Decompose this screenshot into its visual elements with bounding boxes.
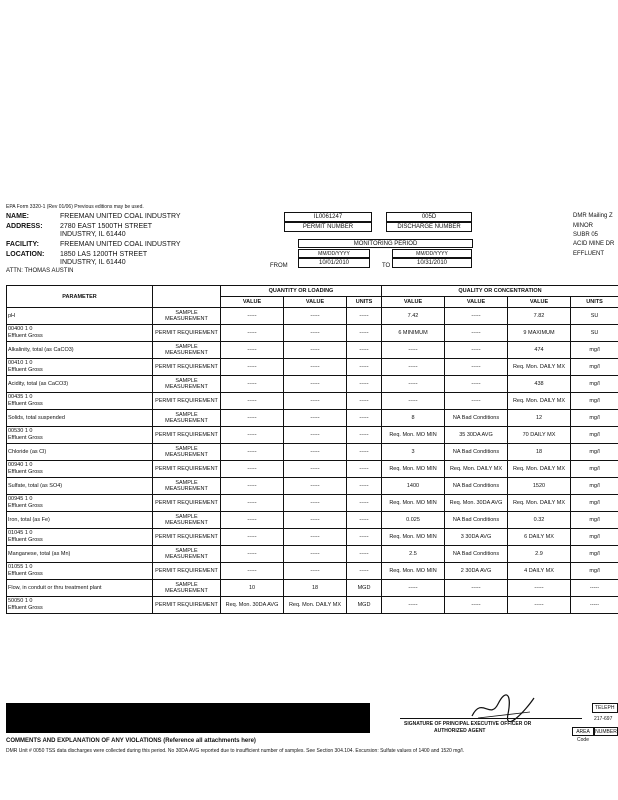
value-cell: -----	[571, 580, 618, 597]
value-cell: -----	[221, 546, 284, 563]
telephone-value: 217-697	[594, 716, 613, 722]
value-cell: NA Bad Conditions	[445, 512, 508, 529]
parameter-name: Iron, total (as Fe)	[7, 512, 153, 529]
permit-row	[7, 495, 618, 512]
permit-row	[7, 563, 618, 580]
sample-measurement-label: SAMPLE MEASUREMENT	[153, 444, 221, 461]
parameter-location: Effluent Gross	[8, 469, 43, 475]
value-cell: mg/l	[571, 461, 618, 478]
value-cell: NA Bad Conditions	[445, 410, 508, 427]
sample-row	[7, 410, 618, 427]
value-cell: Req. Mon. DAILY MX	[508, 359, 571, 376]
subr-label: SUBR 05	[573, 232, 599, 238]
effluent-label: EFFLUENT	[573, 251, 605, 257]
value-cell: -----	[284, 393, 347, 410]
value-cell: Req. Mon. 30DA AVG	[221, 597, 284, 614]
quality-units-header: UNITS	[571, 297, 618, 308]
quality-value-header: VALUE	[445, 297, 508, 308]
value-cell: -----	[347, 393, 382, 410]
sample-measurement-label: SAMPLE MEASUREMENT	[153, 580, 221, 597]
number-label: NUMBER	[595, 729, 617, 735]
value-cell: 0.025	[382, 512, 445, 529]
value-cell: -----	[347, 461, 382, 478]
value-cell: -----	[221, 376, 284, 393]
parameter-code-number: 01045 1 0	[8, 530, 33, 536]
permit-number-value: IL0061247	[284, 212, 372, 222]
value-cell: 6 MINIMUM	[382, 325, 445, 342]
value-cell: mg/l	[571, 342, 618, 359]
parameter-code	[7, 393, 153, 410]
sample-row	[7, 376, 618, 393]
value-cell: mg/l	[571, 393, 618, 410]
sample-measurement-label: SAMPLE MEASUREMENT	[153, 410, 221, 427]
acid-mine-label: ACID MINE DR	[573, 241, 615, 247]
parameter-code	[7, 563, 153, 580]
parameter-code	[7, 427, 153, 444]
location-label: LOCATION:	[6, 251, 45, 258]
parameter-name: Flow, in conduit or thru treatment plant	[7, 580, 153, 597]
parameter-location: Effluent Gross	[8, 537, 43, 543]
permit-row	[7, 325, 618, 342]
value-cell: -----	[221, 359, 284, 376]
value-cell: 7.42	[382, 308, 445, 325]
value-cell: SU	[571, 325, 618, 342]
from-format: MM/DD/YYYY	[298, 249, 370, 258]
quantity-units-header: UNITS	[347, 297, 382, 308]
value-cell: -----	[284, 461, 347, 478]
value-cell: -----	[221, 461, 284, 478]
value-cell: -----	[445, 359, 508, 376]
value-cell: -----	[284, 444, 347, 461]
value-cell: -----	[284, 563, 347, 580]
parameter-code	[7, 359, 153, 376]
value-cell: 70 DAILY MX	[508, 427, 571, 444]
value-cell: -----	[347, 529, 382, 546]
parameter-code	[7, 529, 153, 546]
parameter-code-number: 50050 1 0	[8, 598, 33, 604]
permit-row	[7, 359, 618, 376]
discharge-number-label: DISCHARGE NUMBER	[386, 222, 472, 232]
value-cell: mg/l	[571, 495, 618, 512]
value-cell: NA Bad Conditions	[445, 444, 508, 461]
value-cell: -----	[347, 376, 382, 393]
value-cell: mg/l	[571, 427, 618, 444]
value-cell: 7.82	[508, 308, 571, 325]
value-cell: mg/l	[571, 512, 618, 529]
from-label: FROM	[270, 263, 288, 269]
parameter-name: pH	[7, 308, 153, 325]
value-cell: 1520	[508, 478, 571, 495]
permit-requirement-label: PERMIT REQUIREMENT	[153, 597, 221, 614]
parameter-location: Effluent Gross	[8, 401, 43, 407]
parameter-code	[7, 461, 153, 478]
value-cell: -----	[284, 495, 347, 512]
sample-row	[7, 308, 618, 325]
parameter-name: Solids, total suspended	[7, 410, 153, 427]
value-cell: mg/l	[571, 444, 618, 461]
parameter-location: Effluent Gross	[8, 435, 43, 441]
dmr-mailing: DMR Mailing Z	[573, 213, 613, 219]
value-cell: 3 30DA AVG	[445, 529, 508, 546]
value-cell: -----	[221, 444, 284, 461]
value-cell: Req. Mon. DAILY MX	[508, 495, 571, 512]
sample-row	[7, 512, 618, 529]
value-cell: -----	[445, 308, 508, 325]
parameter-code	[7, 597, 153, 614]
parameter-location: Effluent Gross	[8, 367, 43, 373]
value-cell: -----	[445, 325, 508, 342]
discharge-number-value: 005D	[386, 212, 472, 222]
permit-requirement-label: PERMIT REQUIREMENT	[153, 563, 221, 580]
value-cell: Req. Mon. MO MIN	[382, 461, 445, 478]
parameter-name: Sulfate, total (as SO4)	[7, 478, 153, 495]
permit-requirement-label: PERMIT REQUIREMENT	[153, 461, 221, 478]
quantity-header: QUANTITY OR LOADING	[221, 286, 382, 297]
value-cell: -----	[347, 478, 382, 495]
value-cell: -----	[221, 308, 284, 325]
signature-label-line2: AUTHORIZED AGENT	[434, 728, 486, 734]
value-cell: -----	[347, 359, 382, 376]
value-cell: 9 MAXIMUM	[508, 325, 571, 342]
value-cell: -----	[571, 597, 618, 614]
sample-measurement-label: SAMPLE MEASUREMENT	[153, 546, 221, 563]
value-cell: Req. Mon. DAILY MX	[508, 461, 571, 478]
value-cell: -----	[221, 563, 284, 580]
value-cell: 8	[382, 410, 445, 427]
value-cell: -----	[445, 376, 508, 393]
row-type-header	[153, 286, 221, 308]
value-cell: -----	[508, 580, 571, 597]
quality-header: QUALITY OR CONCENTRATION	[382, 286, 618, 297]
parameter-name: Acidity, total (as CaCO3)	[7, 376, 153, 393]
value-cell: -----	[445, 393, 508, 410]
value-cell: 2.5	[382, 546, 445, 563]
value-cell: mg/l	[571, 376, 618, 393]
quantity-value-header: VALUE	[284, 297, 347, 308]
sample-measurement-label: SAMPLE MEASUREMENT	[153, 308, 221, 325]
value-cell: -----	[221, 478, 284, 495]
area-code-label: AREA Code	[572, 727, 594, 736]
name-value: FREEMAN UNITED COAL INDUSTRY	[60, 213, 181, 220]
attn-label: ATTN: THOMAS AUSTIN	[6, 268, 74, 274]
value-cell: -----	[382, 359, 445, 376]
value-cell: -----	[221, 427, 284, 444]
parameter-location: Effluent Gross	[8, 605, 43, 611]
address-label: ADDRESS:	[6, 223, 43, 230]
value-cell: MGD	[347, 580, 382, 597]
value-cell: mg/l	[571, 359, 618, 376]
value-cell: -----	[284, 427, 347, 444]
value-cell: NA Bad Conditions	[445, 478, 508, 495]
value-cell: Req. Mon. DAILY MX	[284, 597, 347, 614]
value-cell: 6 DAILY MX	[508, 529, 571, 546]
permit-requirement-label: PERMIT REQUIREMENT	[153, 359, 221, 376]
value-cell: Req. Mon. 30DA AVG	[445, 495, 508, 512]
name-label: NAME:	[6, 213, 29, 220]
monitoring-period-label: MONITORING PERIOD	[298, 239, 473, 248]
parameter-code-number: 00400 1 0	[8, 326, 33, 332]
parameter-code-number: 01055 1 0	[8, 564, 33, 570]
value-cell: Req. Mon. MO MIN	[382, 495, 445, 512]
value-cell: -----	[347, 410, 382, 427]
permit-number-label: PERMIT NUMBER	[284, 222, 372, 232]
parameter-code	[7, 325, 153, 342]
value-cell: 3	[382, 444, 445, 461]
sample-measurement-label: SAMPLE MEASUREMENT	[153, 478, 221, 495]
value-cell: -----	[284, 529, 347, 546]
value-cell: -----	[508, 597, 571, 614]
permit-requirement-label: PERMIT REQUIREMENT	[153, 393, 221, 410]
permit-requirement-label: PERMIT REQUIREMENT	[153, 427, 221, 444]
value-cell: 4 DAILY MX	[508, 563, 571, 580]
value-cell: -----	[284, 478, 347, 495]
value-cell: -----	[347, 444, 382, 461]
comments-title: COMMENTS AND EXPLANATION OF ANY VIOLATIONS (Reference all attachments here)	[6, 738, 256, 744]
value-cell: 12	[508, 410, 571, 427]
value-cell: -----	[284, 325, 347, 342]
facility-value: FREEMAN UNITED COAL INDUSTRY	[60, 241, 181, 248]
value-cell: -----	[221, 529, 284, 546]
value-cell: -----	[221, 410, 284, 427]
value-cell: 474	[508, 342, 571, 359]
dmr-table	[6, 285, 618, 614]
parameter-location: Effluent Gross	[8, 571, 43, 577]
parameter-code-number: 00945 1 0	[8, 496, 33, 502]
value-cell: MGD	[347, 597, 382, 614]
value-cell: -----	[382, 393, 445, 410]
location-line1: 1850 LAS 1200TH STREET	[60, 251, 148, 258]
parameter-code-number: 00530 1 0	[8, 428, 33, 434]
value-cell: -----	[284, 512, 347, 529]
redacted-block	[6, 703, 370, 733]
to-label: TO	[382, 263, 391, 269]
permit-row	[7, 529, 618, 546]
minor-label: MINOR	[573, 223, 593, 229]
parameter-code-number: 00435 1 0	[8, 394, 33, 400]
parameter-header: PARAMETER	[7, 286, 153, 308]
value-cell: 10	[221, 580, 284, 597]
value-cell: -----	[347, 546, 382, 563]
from-value: 10/01/2010	[298, 258, 370, 268]
value-cell: -----	[284, 376, 347, 393]
value-cell: Req. Mon. DAILY MX	[445, 461, 508, 478]
value-cell: -----	[382, 580, 445, 597]
value-cell: mg/l	[571, 529, 618, 546]
sample-row	[7, 478, 618, 495]
value-cell: 438	[508, 376, 571, 393]
value-cell: -----	[382, 342, 445, 359]
parameter-name: Alkalinity, total (as CaCO3)	[7, 342, 153, 359]
parameter-code-number: 00940 1 0	[8, 462, 33, 468]
value-cell: -----	[382, 376, 445, 393]
value-cell: -----	[221, 495, 284, 512]
telephone-label: TELEPH	[592, 703, 618, 713]
location-line2: INDUSTRY, IL 61440	[60, 259, 126, 266]
to-format: MM/DD/YYYY	[392, 249, 472, 258]
value-cell: -----	[221, 393, 284, 410]
quality-value-header: VALUE	[382, 297, 445, 308]
value-cell: -----	[284, 308, 347, 325]
quantity-value-header: VALUE	[221, 297, 284, 308]
value-cell: 0.32	[508, 512, 571, 529]
value-cell: -----	[445, 580, 508, 597]
value-cell: mg/l	[571, 410, 618, 427]
value-cell: Req. Mon. MO MIN	[382, 563, 445, 580]
value-cell: 18	[284, 580, 347, 597]
value-cell: 2 30DA AVG	[445, 563, 508, 580]
sample-measurement-label: SAMPLE MEASUREMENT	[153, 376, 221, 393]
value-cell: -----	[347, 427, 382, 444]
address-line1: 2780 EAST 1500TH STREET	[60, 223, 153, 230]
permit-row	[7, 597, 618, 614]
facility-label: FACILITY:	[6, 241, 39, 248]
value-cell: -----	[284, 359, 347, 376]
value-cell: -----	[347, 512, 382, 529]
parameter-name: Manganese, total (as Mn)	[7, 546, 153, 563]
permit-row	[7, 427, 618, 444]
comments-text: DMR Unit # 0050 TSS data discharges were collected during this period. No 30DA AVG reported due to insufficient number of samples. See Section 304.104. Excursion: Sulfate values of 1400 and 1520 mg/l.	[6, 748, 465, 754]
quality-value-header: VALUE	[508, 297, 571, 308]
value-cell: 2.9	[508, 546, 571, 563]
value-cell: -----	[347, 342, 382, 359]
form-note: EPA Form 3320-1 (Rev 01/06) Previous editions may be used.	[6, 204, 144, 210]
sample-row	[7, 580, 618, 597]
value-cell: mg/l	[571, 478, 618, 495]
signature-line	[400, 718, 582, 719]
parameter-code	[7, 495, 153, 512]
value-cell: 35 30DA AVG	[445, 427, 508, 444]
value-cell: -----	[347, 495, 382, 512]
permit-requirement-label: PERMIT REQUIREMENT	[153, 325, 221, 342]
value-cell: -----	[284, 410, 347, 427]
value-cell: -----	[347, 563, 382, 580]
value-cell: -----	[347, 308, 382, 325]
permit-requirement-label: PERMIT REQUIREMENT	[153, 529, 221, 546]
value-cell: Req. Mon. MO MIN	[382, 427, 445, 444]
value-cell: -----	[221, 342, 284, 359]
to-value: 10/31/2010	[392, 258, 472, 268]
value-cell: -----	[347, 325, 382, 342]
permit-row	[7, 393, 618, 410]
value-cell: mg/l	[571, 563, 618, 580]
parameter-location: Effluent Gross	[8, 333, 43, 339]
value-cell: -----	[445, 342, 508, 359]
address-line2: INDUSTRY, IL 61440	[60, 231, 126, 238]
sample-row	[7, 546, 618, 563]
value-cell: -----	[221, 512, 284, 529]
permit-requirement-label: PERMIT REQUIREMENT	[153, 495, 221, 512]
value-cell: mg/l	[571, 546, 618, 563]
value-cell: -----	[284, 546, 347, 563]
signature-label-line1: SIGNATURE OF PRINCIPAL EXECUTIVE OFFICER OR	[404, 721, 532, 727]
value-cell: -----	[284, 342, 347, 359]
value-cell: Req. Mon. DAILY MX	[508, 393, 571, 410]
value-cell: Req. Mon. MO MIN	[382, 529, 445, 546]
permit-row	[7, 461, 618, 478]
sample-row	[7, 342, 618, 359]
value-cell: -----	[382, 597, 445, 614]
value-cell: -----	[221, 325, 284, 342]
value-cell: SU	[571, 308, 618, 325]
value-cell: NA Bad Conditions	[445, 546, 508, 563]
value-cell: -----	[445, 597, 508, 614]
sample-measurement-label: SAMPLE MEASUREMENT	[153, 512, 221, 529]
parameter-name: Chloride (as Cl)	[7, 444, 153, 461]
value-cell: 1400	[382, 478, 445, 495]
sample-row	[7, 444, 618, 461]
sample-measurement-label: SAMPLE MEASUREMENT	[153, 342, 221, 359]
parameter-location: Effluent Gross	[8, 503, 43, 509]
parameter-code-number: 00410 1 0	[8, 360, 33, 366]
value-cell: 18	[508, 444, 571, 461]
